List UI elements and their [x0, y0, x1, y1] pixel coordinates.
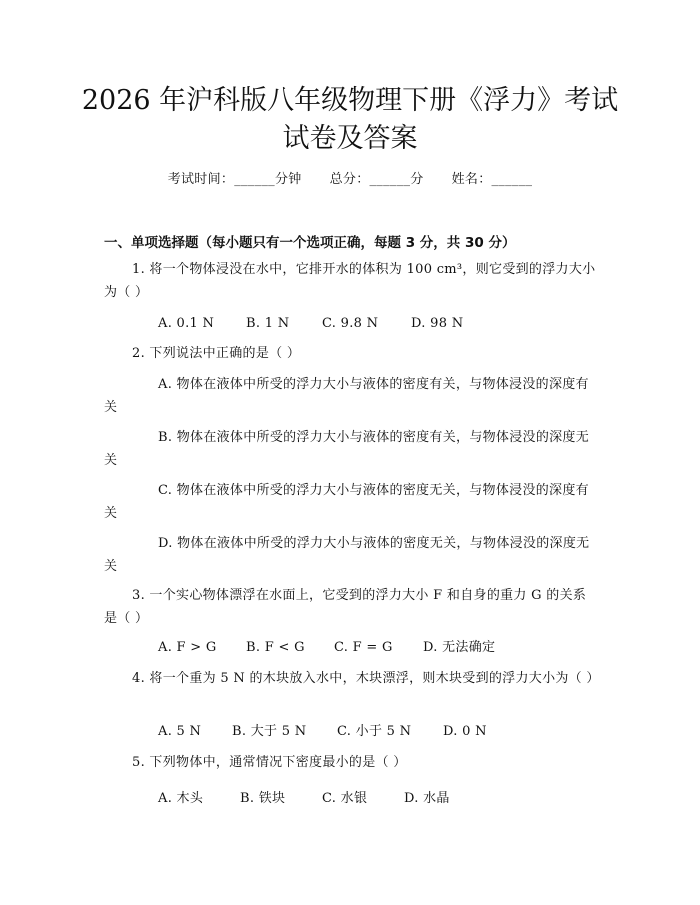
exam-meta [0, 168, 700, 187]
page-title [60, 82, 640, 158]
question-1-option-b: B. 1 N [246, 316, 290, 331]
title-line-1: 2026 年沪科版八年级物理下册《浮力》考试 [81, 85, 619, 116]
question-1-option-c: C. 9.8 N [322, 316, 379, 331]
question-4-option-b: B. 大于 5 N [232, 724, 307, 739]
question-3-option-d: D. 无法确定 [423, 640, 496, 655]
question-4-option-d: D. 0 N [443, 724, 487, 739]
question-1-option-d: D. 98 N [411, 316, 464, 331]
question-5-option-b: B. 铁块 [240, 791, 286, 806]
title-line-2: 试卷及答案 [282, 123, 418, 154]
question-2-option-c: C. 物体在液体中所受的浮力大小与液体的密度无关，与物体浸没的深度有关 [104, 483, 589, 521]
question-3-option-a: A. F > G [158, 640, 217, 655]
question-5-stem: 5. 下列物体中，通常情况下密度最小的是（ ） [132, 755, 407, 770]
exam-total-score: 总分：______分 [329, 172, 424, 187]
question-5-option-c: C. 水银 [322, 791, 368, 806]
student-name: 姓名：______ [451, 172, 533, 187]
exam-time: 考试时间：______分钟 [167, 172, 302, 187]
question-4-option-a: A. 5 N [158, 724, 202, 739]
section-heading: 一、单项选择题（每小题只有一个选项正确，每题 3 分，共 30 分） [104, 235, 516, 251]
question-4-stem: 4. 将一个重为 5 N 的木块放入水中，木块漂浮，则木块受到的浮力大小为（ ） [132, 671, 600, 686]
question-1-stem: 1. 将一个物体浸没在水中，它排开水的体积为 100 cm³，则它受到的浮力大小为（ ） [104, 262, 596, 300]
question-5-options [158, 787, 450, 810]
question-3-options [158, 636, 495, 659]
question-2-option-d: D. 物体在液体中所受的浮力大小与液体的密度无关，与物体浸没的深度无关 [104, 536, 590, 574]
question-5-option-d: D. 水晶 [404, 791, 450, 806]
question-3-option-b: B. F < G [246, 640, 305, 655]
question-1-options [158, 312, 463, 335]
question-2-stem: 2. 下列说法中正确的是（ ） [132, 346, 301, 361]
question-5-option-a: A. 木头 [158, 791, 204, 806]
question-3-stem: 3. 一个实心物体漂浮在水面上，它受到的浮力大小 F 和自身的重力 G 的关系是（ ） [104, 588, 587, 626]
question-4-options [158, 720, 487, 743]
question-1-option-a: A. 0.1 N [158, 316, 215, 331]
question-2-option-b: B. 物体在液体中所受的浮力大小与液体的密度有关，与物体浸没的深度无关 [104, 430, 590, 468]
question-2-option-a: A. 物体在液体中所受的浮力大小与液体的密度有关，与物体浸没的深度有关 [104, 377, 589, 415]
question-4-option-c: C. 小于 5 N [337, 724, 412, 739]
question-3-option-c: C. F = G [334, 640, 393, 655]
